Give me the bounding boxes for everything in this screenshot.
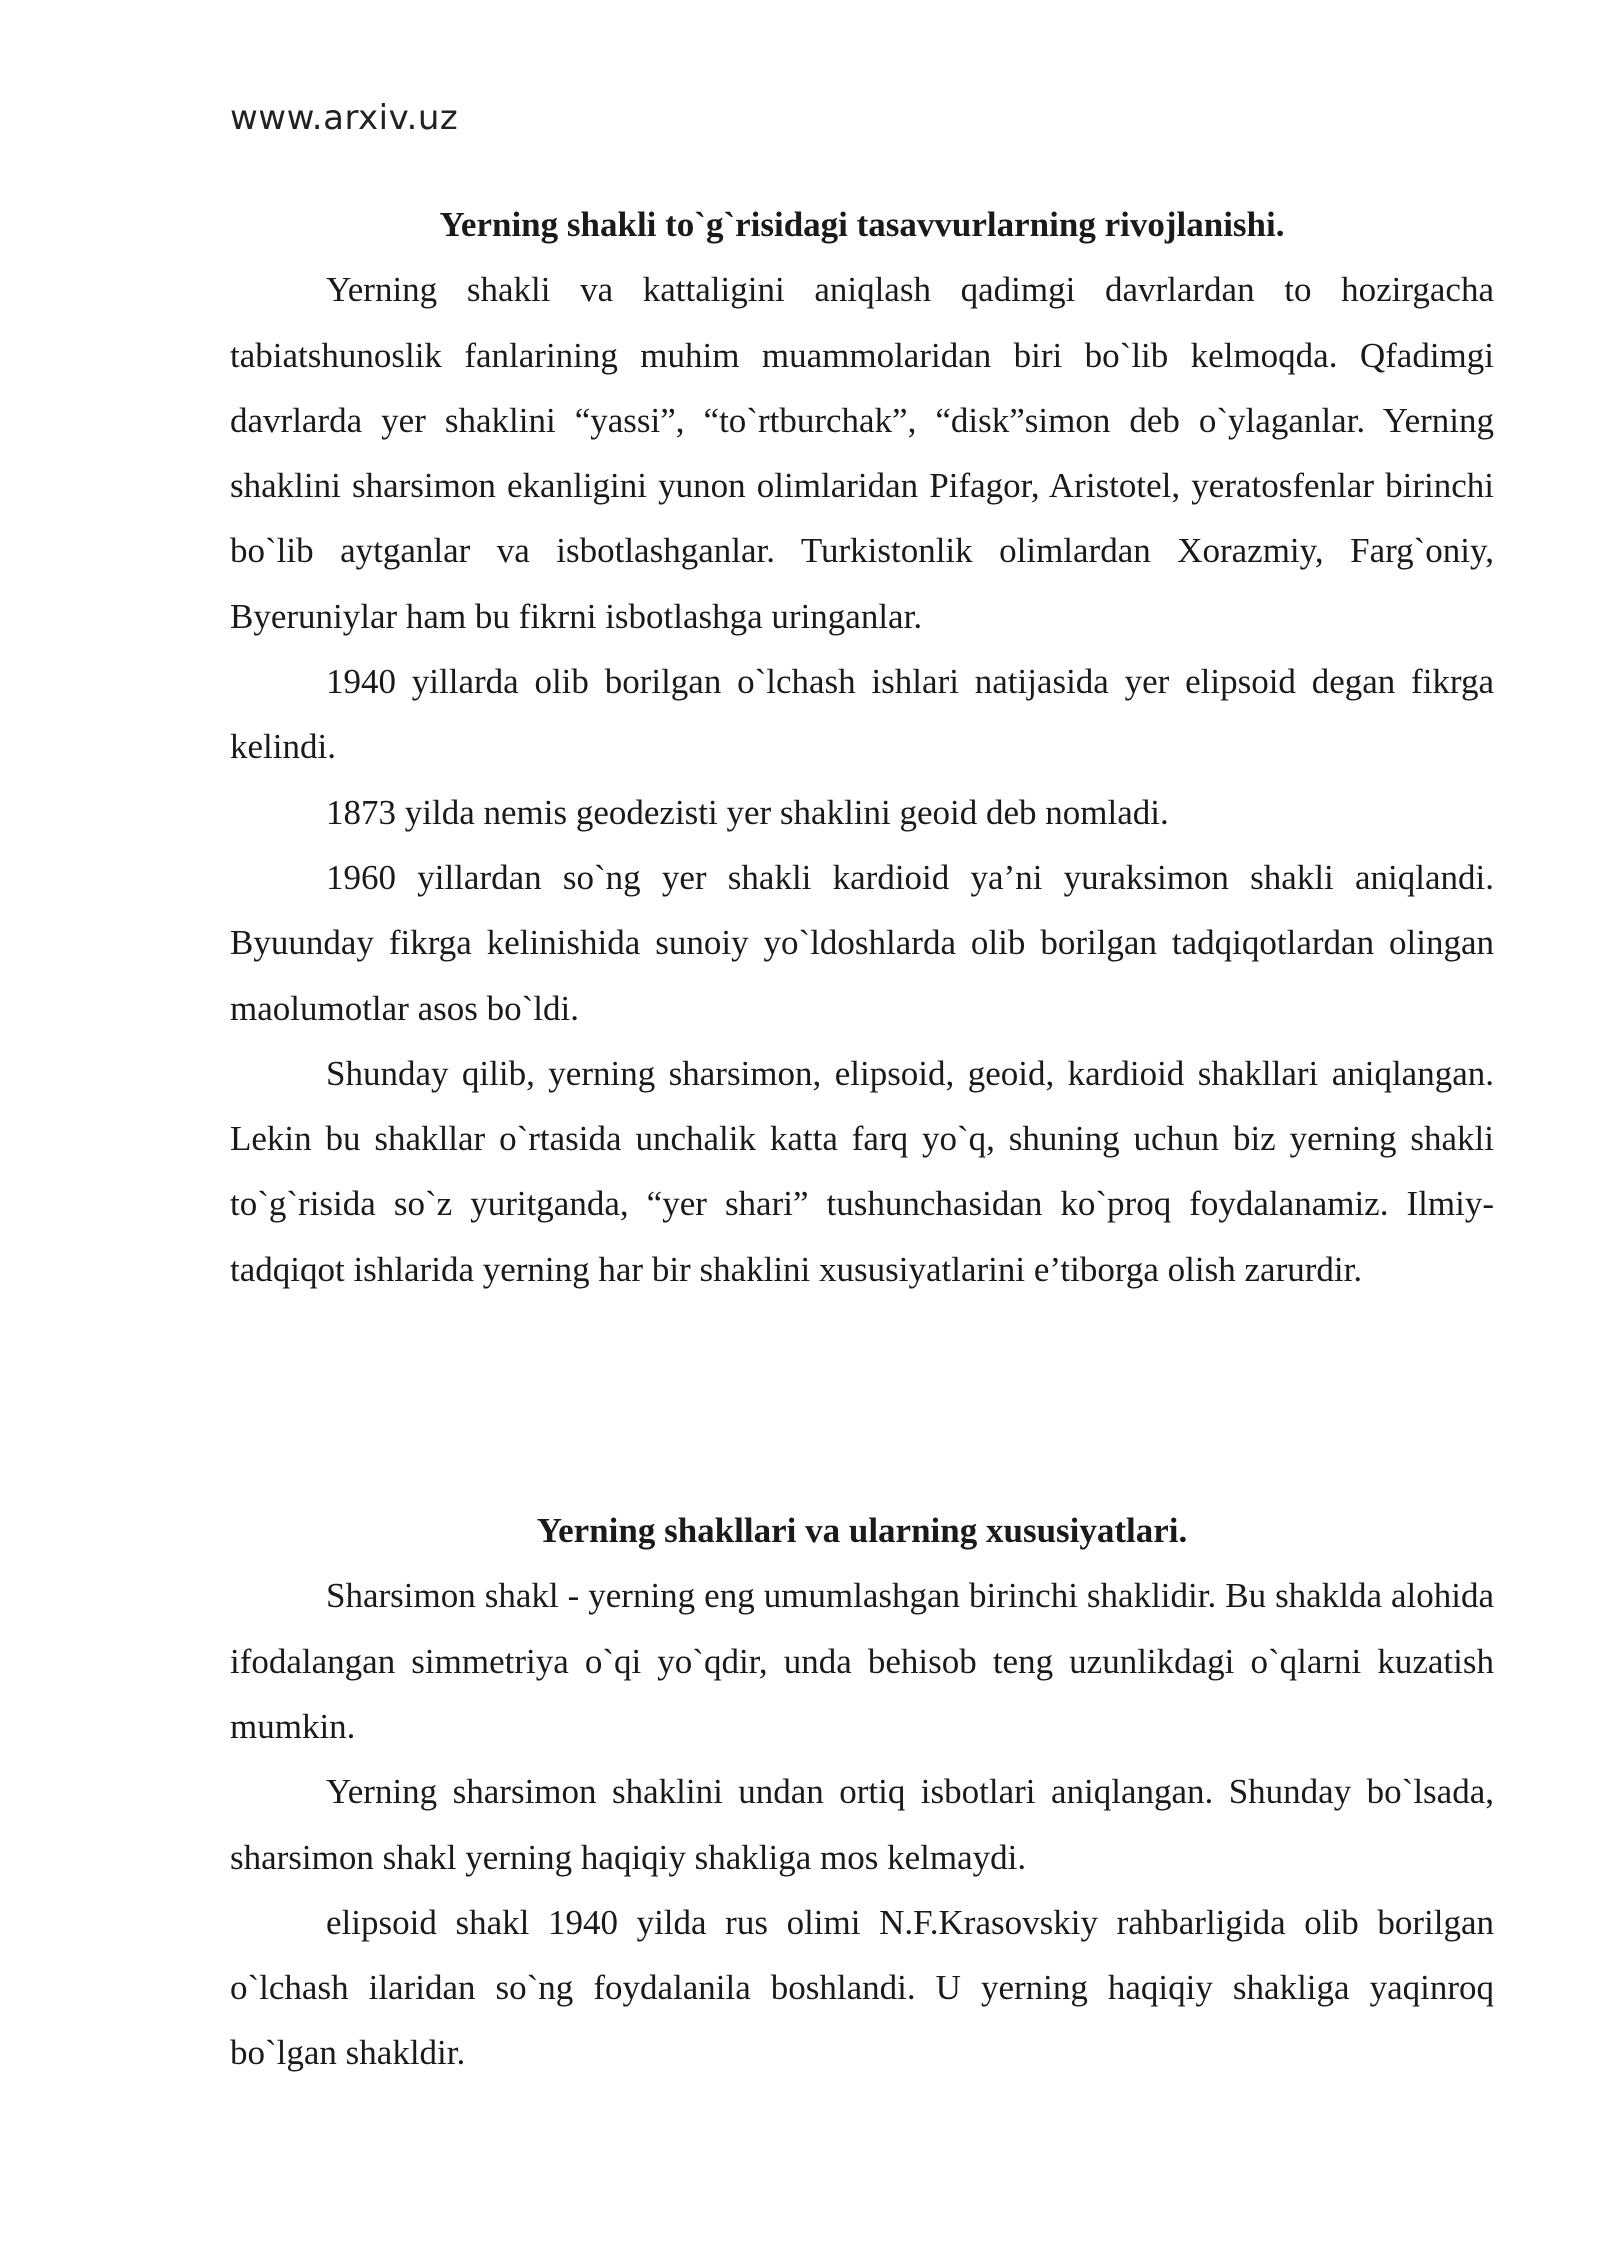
- document-body: [230, 192, 1494, 2086]
- section-spacer: [230, 1302, 1494, 1498]
- section-title-1: Yerning shakli to`g`risidagi tasavvurlarning rivojlanishi.: [439, 205, 1285, 244]
- paragraph: 1873 yilda nemis geodezisti yer shaklini geoid deb nomladi.: [326, 792, 1169, 832]
- paragraph: Shunday qilib, yerning sharsimon, elipsoid, geoid, kardioid shakllari aniqlangan. Lekin bu shakllar o`rtasida unchalik katta farq yo`q, shuning uchun biz yerning shakli to`g`risida so`z yuritganda, “yer shari” tushunchasidan ko`proq foydalanamiz. Ilmiy-tadqiqot ishlarida yerning har bir shaklini xususiyatlarini e’tiborga olish zarurdir.: [230, 1053, 1494, 1289]
- paragraph: Sharsimon shakl - yerning eng umumlashgan birinchi shaklidir. Bu shaklda alohida ifodalangan simmetriya o`qi yo`qdir, unda behisob teng uzunlikdagi o`qlarni kuzatish mumkin.: [230, 1576, 1494, 1746]
- paragraph: Yerning sharsimon shaklini undan ortiq isbotlari aniqlangan. Shunday bo`lsada, sharsimon shakl yerning haqiqiy shakliga mos kelmaydi.: [230, 1772, 1494, 1877]
- paragraph: 1940 yillarda olib borilgan o`lchash ishlari natijasida yer elipsoid degan fikrga kelindi.: [230, 662, 1494, 767]
- section-title-2: Yerning shakllari va ularning xususiyatlari.: [536, 1511, 1188, 1551]
- site-watermark: www.arxiv.uz: [230, 98, 459, 138]
- paragraph: Yerning shakli va kattaligini aniqlash qadimgi davrlardan to hozirgacha tabiatshunoslik fanlarining muhim muammolaridan biri bo`lib kelmoqda. Qfadimgi davrlarda yer shaklini “yassi”, “to`rtburchak”, “disk”simon deb o`ylaganlar. Yerning shaklini sharsimon ekanligini yunon olimlaridan Pifagor, Aristotel, yeratosfenlar birinchi bo`lib aytganlar va isbotlashganlar. Turkistonlik olimlardan Xorazmiy, Farg`oniy, Byeruniylar ham bu fikrni isbotlashga uringanlar.: [230, 270, 1494, 636]
- paragraph: 1960 yillardan so`ng yer shakli kardioid ya’ni yuraksimon shakli aniqlandi. Byuunday fikrga kelinishida sunoiy yo`ldoshlarda olib borilgan tadqiqotlardan olingan maolumotlar asos bo`ldi.: [230, 857, 1494, 1028]
- paragraph: elipsoid shakl 1940 yilda rus olimi N.F.Krasovskiy rahbarligida olib borilgan o`lchash ilaridan so`ng foydalanila boshlandi. U yerning haqiqiy shakliga yaqinroq bo`lgan shakldir.: [230, 1902, 1494, 2073]
